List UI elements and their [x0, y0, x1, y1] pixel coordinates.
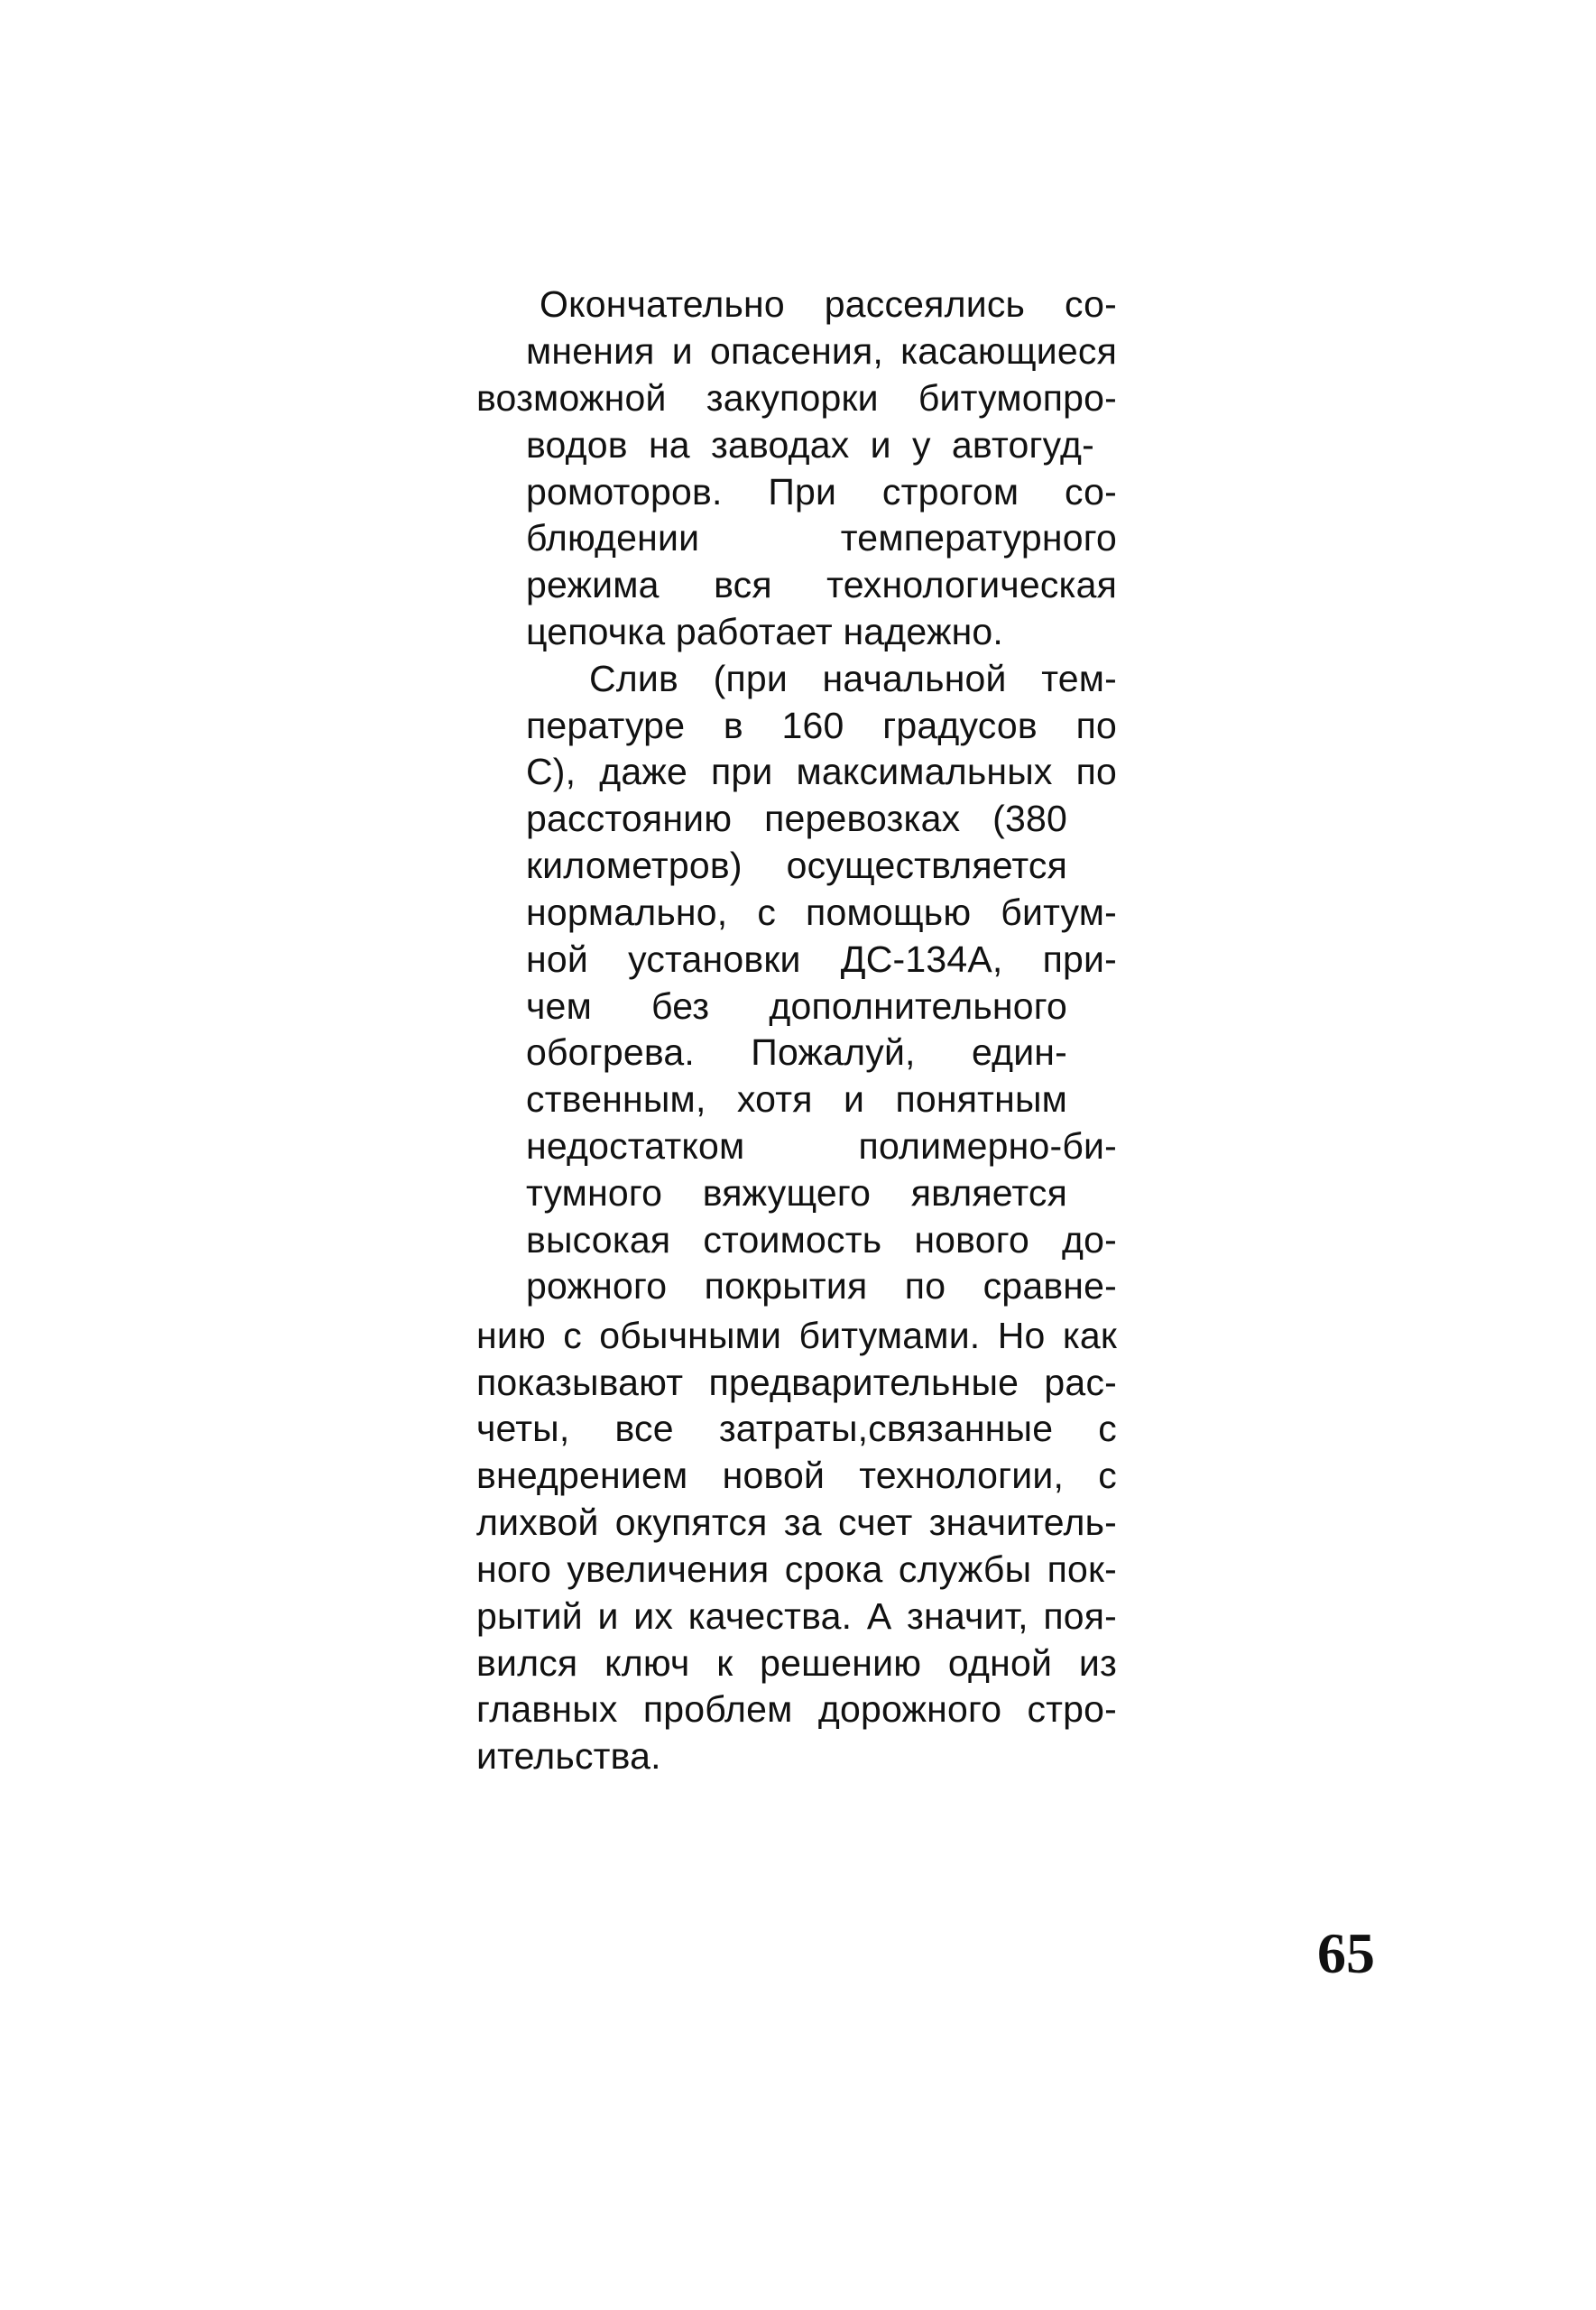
text-line: тумного вяжущего является: [526, 1172, 1067, 1214]
text-line: пературе в 160 градусов по: [526, 705, 1117, 746]
text-line: водов на заводах и у автогуд-: [526, 424, 1094, 466]
page-number: 65: [1317, 1921, 1375, 1985]
text-line: рожного покрытия по сравне-: [526, 1265, 1117, 1307]
text-line: чем без дополнительного: [526, 985, 1067, 1027]
text-line: блюдении температурного: [526, 517, 1117, 559]
text-line: лихвой окупятся за счет значитель-: [476, 1502, 1117, 1543]
text-line: Окончательно рассеялись со-: [540, 283, 1117, 325]
text-line: недостатком полимерно-би-: [526, 1125, 1117, 1167]
text-line: четы, все затраты,связанные с: [476, 1408, 1117, 1449]
text-line: режима вся технологическая: [526, 564, 1117, 605]
text-line: нормально, с помощью битум-: [526, 892, 1117, 933]
text-line: километров) осуществляется: [526, 845, 1067, 886]
text-line: Слив (при начальной тем-: [589, 658, 1117, 699]
text-line: ной установки ДС-134А, при-: [526, 938, 1117, 980]
text-line: ного увеличения срока службы пок-: [476, 1548, 1117, 1590]
text-line: вился ключ к решению одной из: [476, 1642, 1117, 1684]
text-line: мнения и опасения, касающиеся: [526, 330, 1117, 372]
text-line: возможной закупорки битумопро-: [476, 377, 1117, 419]
text-line: внедрением новой технологии, с: [476, 1455, 1117, 1496]
text-line: главных проблем дорожного стро-: [476, 1688, 1117, 1730]
text-line: ительства.: [476, 1735, 661, 1777]
text-line: ромоторов. При строгом со-: [526, 471, 1117, 513]
text-line: рытий и их качества. А значит, поя-: [476, 1595, 1117, 1637]
text-line: высокая стоимость нового до-: [526, 1219, 1117, 1261]
text-line: цепочка работает надежно.: [526, 611, 1004, 652]
text-line: обогрева. Пожалуй, един-: [526, 1031, 1067, 1073]
text-line: С), даже при максимальных по: [526, 751, 1117, 792]
text-line: нию с обычными битумами. Но как: [476, 1315, 1117, 1356]
text-line: показывают предварительные рас-: [476, 1362, 1117, 1403]
text-line: ственным, хотя и понятным: [526, 1078, 1067, 1120]
text-line: расстоянию перевозках (380: [526, 798, 1067, 839]
